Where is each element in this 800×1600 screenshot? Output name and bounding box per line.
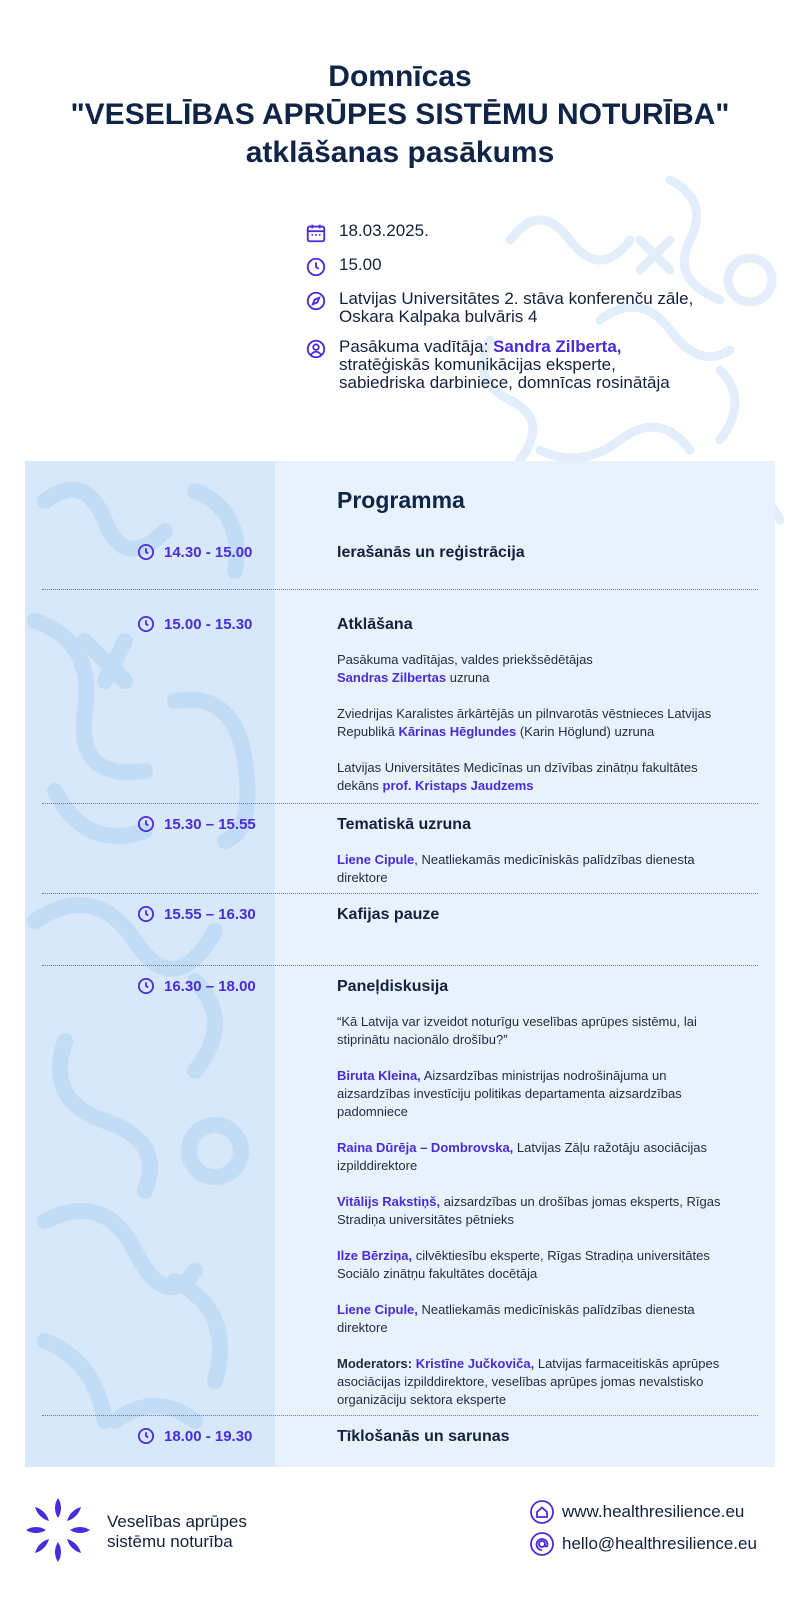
panel-question: “Kā Latvija var izveidot noturīgu veselības aprūpes sistēmu, lai stiprinātu nacionālo drošību?” — [337, 1014, 697, 1047]
header-line-3: atklāšanas pasākums — [245, 136, 555, 169]
clock-icon — [137, 543, 155, 561]
clock-icon — [137, 977, 155, 995]
divider — [42, 893, 758, 894]
compass-icon — [305, 290, 327, 312]
website-link[interactable]: www.healthresilience.eu — [562, 1502, 745, 1521]
clock-icon — [137, 815, 155, 833]
info-time — [305, 256, 775, 278]
speech-1-suffix: uzruna — [446, 670, 490, 685]
divider — [42, 965, 758, 966]
moderator-role: Latvijas farmaceitiskās aprūpes asociācijas izpilddirektore, veselības aprūpes jomas nevalstisko organizāciju sektora eksperte — [337, 1356, 720, 1407]
home-icon — [530, 1500, 554, 1524]
location-line-1: Latvijas Universitātes 2. stāva konferenču zāle, — [339, 289, 694, 308]
host-line-2: stratēģiskās komunikācijas eksperte, — [339, 355, 616, 374]
host-name: Sandra Zilberta, — [493, 337, 622, 356]
location-text — [339, 290, 693, 326]
program-title: Programma — [337, 487, 465, 513]
session-6-time — [137, 1427, 252, 1445]
footer — [0, 1490, 800, 1600]
host-prefix: Pasākuma vadītāja: — [339, 337, 494, 356]
brand-logo-icon — [24, 1496, 92, 1564]
website-row[interactable] — [530, 1500, 757, 1524]
header-line-2: "VESELĪBAS APRŪPES SISTĒMU NOTURĪBA" — [70, 98, 730, 131]
session-body — [337, 651, 737, 813]
speaker-role: , Neatliekamās medicīniskās palīdzības dienesta direktore — [337, 852, 695, 885]
time-text: 15.00 — [339, 255, 382, 274]
speaker-name: Sandras Zilbertas — [337, 670, 447, 685]
info-date — [305, 222, 775, 244]
user-icon — [305, 338, 327, 360]
speaker-name: Liene Cipule — [337, 852, 415, 867]
email-row[interactable] — [530, 1532, 757, 1556]
email-link[interactable]: hello@healthresilience.eu — [562, 1534, 757, 1553]
info-location — [305, 290, 775, 326]
session-3-time — [137, 815, 256, 833]
speech-1-intro: Pasākuma vadītājas, valdes priekšsēdētājas — [337, 652, 593, 667]
date-text: 18.03.2025. — [339, 221, 429, 240]
header-line-1: Domnīcas — [328, 60, 472, 93]
speaker-role: aizsardzības un drošības jomas eksperts, Rīgas Stradiņa universitātes pētnieks — [337, 1194, 721, 1227]
session-time-text: 16.30 – 18.00 — [164, 977, 256, 995]
session-title: Paneļdiskusija — [337, 978, 449, 995]
divider — [42, 1415, 758, 1416]
session-title: Tematiskā uzruna — [337, 816, 471, 833]
session-4-time — [137, 905, 256, 923]
speaker-name: prof. Kristaps Jaudzems — [382, 778, 534, 793]
session-time-text: 14.30 - 15.00 — [164, 543, 253, 561]
speaker-role: cilvēktiesību eksperte, Rīgas Stradiņa universitātes Sociālo zinātņu fakultātes docētāja — [337, 1248, 710, 1281]
speaker-name: Vitālijs Rakstiņš, — [337, 1194, 441, 1209]
session-5-time — [137, 977, 256, 995]
speaker-name: Raina Dūrēja – Dombrovska, — [337, 1140, 514, 1155]
moderator-name: Kristīne Jučkoviča, — [415, 1356, 535, 1371]
brand-line-2: sistēmu noturība — [107, 1532, 233, 1551]
clock-icon — [305, 256, 327, 278]
clock-icon — [137, 1427, 155, 1445]
brand-name — [107, 1512, 247, 1552]
speaker-role: Neatliekamās medicīniskās palīdzības dienesta direktore — [337, 1302, 695, 1335]
calendar-icon — [305, 222, 327, 244]
speech-2-suffix: (Karin Höglund) uzruna — [516, 724, 655, 739]
session-time-text: 18.00 - 19.30 — [164, 1427, 253, 1445]
session-2-time — [137, 615, 252, 633]
speaker-role: Latvijas Zāļu ražotāju asociācijas izpilddirektore — [337, 1140, 707, 1173]
clock-icon — [137, 615, 155, 633]
session-title: Kafijas pauze — [337, 906, 440, 923]
session-time-text: 15.55 – 16.30 — [164, 905, 256, 923]
divider — [42, 589, 758, 590]
session-title: Ierašanās un reģistrācija — [337, 544, 525, 561]
session-title: Tīklošanās un sarunas — [337, 1428, 510, 1445]
session-body — [337, 851, 737, 905]
clock-icon — [137, 905, 155, 923]
program-left-column — [25, 461, 275, 1467]
moderator-label: Moderators: — [337, 1356, 416, 1371]
page-header — [0, 58, 800, 172]
contact-info — [530, 1500, 757, 1564]
session-title: Atklāšana — [337, 616, 413, 633]
session-1-time — [137, 543, 252, 561]
speaker-name: Liene Cipule, — [337, 1302, 418, 1317]
host-text — [339, 338, 670, 392]
session-time-text: 15.30 – 15.55 — [164, 815, 256, 833]
location-line-2: Oskara Kalpaka bulvāris 4 — [339, 307, 538, 326]
brand-line-1: Veselības aprūpes — [107, 1512, 247, 1531]
speech-2-intro: Zviedrijas Karalistes ārkārtējās un pilnvarotās vēstnieces Latvijas Republikā — [337, 706, 712, 739]
speaker-name: Ilze Bērziņa, — [337, 1248, 413, 1263]
speech-3-intro: Latvijas Universitātes Medicīnas un dzīvības zinātņu fakultātes dekāns — [337, 760, 698, 793]
session-body — [337, 1013, 737, 1427]
speaker-name: Biruta Kleina, — [337, 1068, 421, 1083]
speaker-role: Aizsardzības ministrijas nodrošinājuma un aizsardzības investīciju politikas departamenta aizsardzības padomniece — [337, 1068, 682, 1119]
host-line-3: sabiedriska darbiniece, domnīcas rosinātāja — [339, 373, 670, 392]
speaker-name: Kārinas Hēglundes — [398, 724, 517, 739]
divider — [42, 803, 758, 804]
session-time-text: 15.00 - 15.30 — [164, 615, 253, 633]
info-host — [305, 338, 775, 392]
at-sign-icon — [530, 1532, 554, 1556]
decorative-squiggles — [25, 461, 275, 1467]
program-panel — [25, 461, 775, 1467]
event-info — [305, 222, 775, 404]
